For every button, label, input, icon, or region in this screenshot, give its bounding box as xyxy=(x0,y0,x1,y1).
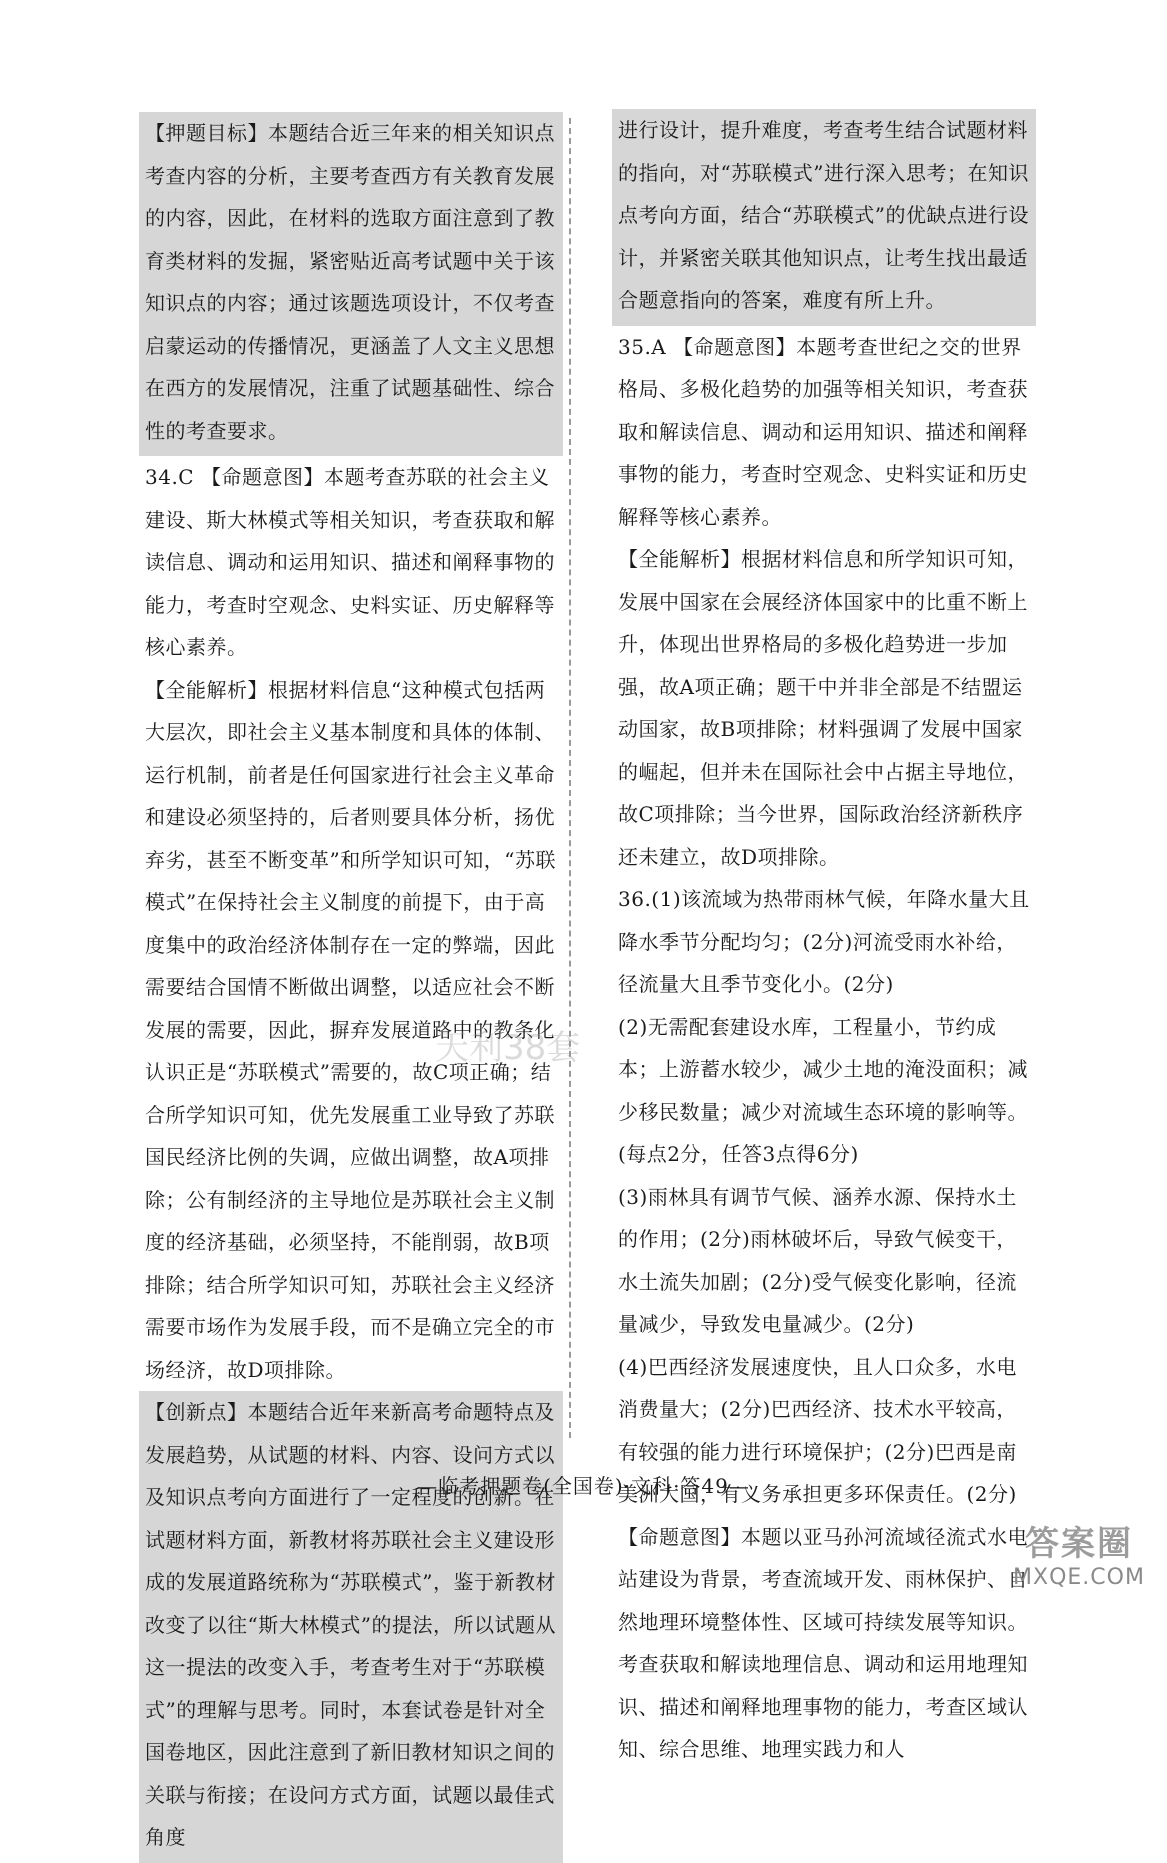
column-divider xyxy=(569,118,571,1438)
right-paragraph-q35-analysis: 【全能解析】根据材料信息和所学知识可知，发展中国家在会展经济体国家中的比重不断上升，体现出世界格局的多极化趋势进一步加强，故A项正确；题干中并非全部是不结盟运动国家，故B项排除；材料强调了发展中国家的崛起，但并未在国际社会中占据主导地位，故C项排除；当今世界，国际政治经济新秩序还未建立，故D项排除。 xyxy=(618,547,1028,869)
site-logo xyxy=(1009,1516,1149,1590)
right-paragraph-continued: 进行设计，提升难度，考查考生结合试题材料的指向，对“苏联模式”进行深入思考；在知识点考向方面，结合“苏联模式”的优缺点进行设计，并紧密关联其他知识点，让考生找出最适合题意指向的答案，难度有所上升。 xyxy=(612,109,1036,326)
left-paragraph-target: 【押题目标】本题结合近三年来的相关知识点考查内容的分析，主要考查西方有关教育发展的内容，因此，在材料的选取方面注意到了教育类材料的发掘，紧密贴近高考试题中关于该知识点的内容；通过该题选项设计，不仅考查启蒙运动的传播情况，更涵盖了人文主义思想在西方的发展情况，注重了试题基础性、综合性的考查要求。 xyxy=(139,112,563,456)
right-paragraph-q35: 35.A 【命题意图】本题考查世纪之交的世界格局、多极化趋势的加强等相关知识，考查获取和解读信息、调动和运用知识、描述和阐释事物的能力，考查时空观念、史料实证和历史解释等核心素养。 xyxy=(618,334,1028,529)
watermark: 天利38套 xyxy=(435,1028,581,1068)
left-paragraph-innovation: 【创新点】本题结合近年来新高考命题特点及发展趋势，从试题的材料、内容、设问方式以及知识点考向方面进行了一定程度的创新。在试题材料方面，新教材将苏联社会主义建设形成的发展道路统称为“苏联模式”，鉴于新教材改变了以往“斯大林模式”的提法，所以试题从这一提法的改变入手，考查考生对于“苏联模式”的理解与思考。同时，本套试卷是针对全国卷地区，因此注意到了新旧教材知识之间的关联与衔接；在设问方式方面，试题以最佳式角度 xyxy=(139,1391,563,1863)
right-column xyxy=(618,109,1030,1771)
right-paragraph-q36-2: (2)无需配套建设水库，工程量小，节约成本；上游蓄水较少，减少土地的淹没面积；减少移民数量；减少对流域生态环境的影响等。(每点2分，任答3点得6分) xyxy=(618,1014,1028,1166)
logo-top-text: 答案圈 xyxy=(1025,1524,1133,1564)
page-footer: —临考押题卷(全国卷)·文科·答49— xyxy=(417,1474,750,1498)
right-paragraph-q36-intent: 【命题意图】本题以亚马孙河流域径流式水电站建设为背景，考查流域开发、雨林保护、自然地理环境整体性、区域可持续发展等知识。考查获取和解读地理信息、调动和运用地理知识、描述和阐释地理事物的能力，考查区域认知、综合思维、地理实践力和人 xyxy=(618,1524,1028,1761)
right-paragraph-q36-1: 36.(1)该流域为热带雨林气候，年降水量大且降水季节分配均匀；(2分)河流受雨水补给，径流量大且季节变化小。(2分) xyxy=(618,887,1030,996)
right-paragraph-q36-3: (3)雨林具有调节气候、涵养水源、保持水土的作用；(2分)雨林破坏后，导致气候变干，水土流失加剧；(2分)受气候变化影响，径流量减少，导致发电量减少。(2分) xyxy=(618,1184,1017,1336)
left-paragraph-q34: 34.C 【命题意图】本题考查苏联的社会主义建设、斯大林模式等相关知识，考查获取和解读信息、调动和运用知识、描述和阐释事物的能力，考查时空观念、史料实证、历史解释等核心素养。 xyxy=(145,465,555,659)
logo-bottom-text: MXQE.COM xyxy=(1013,1565,1145,1590)
right-paragraph-q36-4: (4)巴西经济发展速度快，且人口众多，水电消费量大；(2分)巴西经济、技术水平较高，有较强的能力进行环境保护；(2分)巴西是南美洲大国，有义务承担更多环保责任。(2分) xyxy=(618,1354,1017,1506)
left-paragraph-analysis: 【全能解析】根据材料信息“这种模式包括两大层次，即社会主义基本制度和具体的体制、运行机制，前者是任何国家进行社会主义革命和建设必须坚持的，后者则要具体分析，扬优弃劣，甚至不断变革”和所学知识可知，“苏联模式”在保持社会主义制度的前提下，由于高度集中的政治经济体制存在一定的弊端，因此需要结合国情不断做出调整，以适应社会不断发展的需要，因此，摒弃发展道路中的教条化认识正是“苏联模式”需要的，故C项正确；结合所学知识可知，优先发展重工业导致了苏联国民经济比例的失调，应做出调整，故A项排除；公有制经济的主导地位是苏联社会主义制度的经济基础，必须坚持，不能削弱，故B项排除；结合所学知识可知，苏联社会主义经济需要市场作为发展手段，而不是确立完全的市场经济，故D项排除。 xyxy=(145,677,556,1382)
